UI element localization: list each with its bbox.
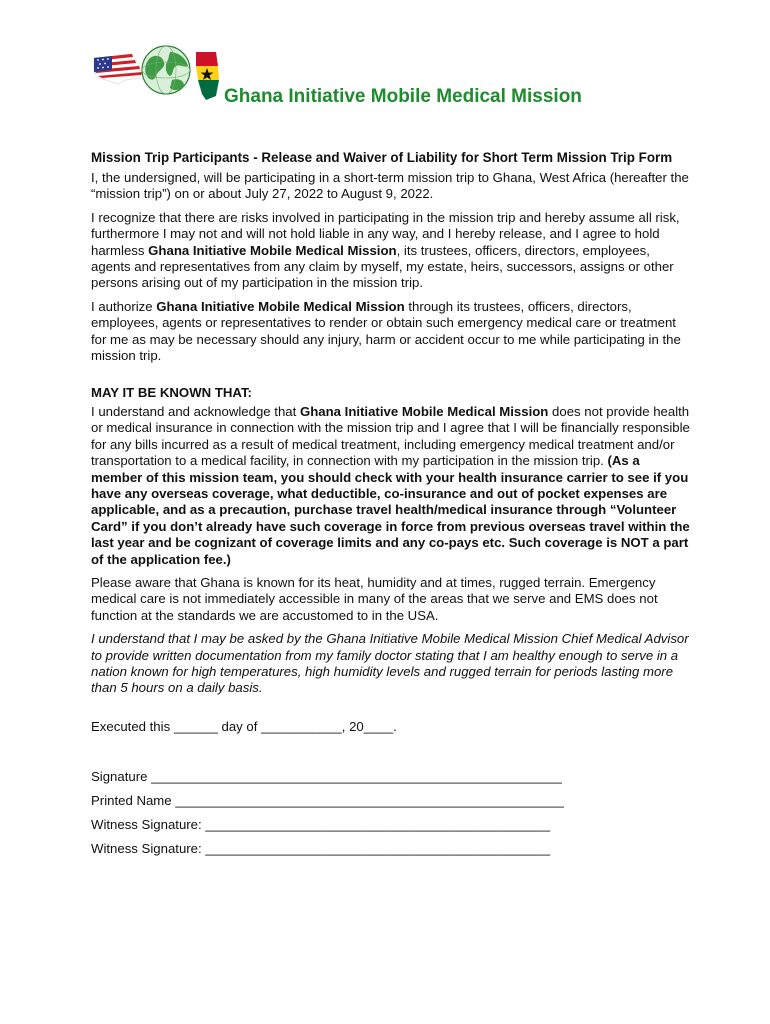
witness-signature-line-2[interactable]: Witness Signature: _______________________________________________	[91, 841, 551, 857]
risk-release-text-b: , its trustees, officers, directors, employees, agents and representatives from any claim by myself, my estate, heirs, successors, assigns or other persons arising out of my participation in the mission trip.	[91, 242, 674, 291]
insurance-org-name: Ghana Initiative Mobile Medical Mission	[299, 403, 549, 419]
witness-signature-line-1[interactable]: Witness Signature: _______________________________________________	[91, 817, 551, 833]
insurance-notice: (As a member of this mission team, you should check with your health insurance carrier to see if you have any overseas coverage, what deductible, co-insurance and out of pocket expenses are applicable, and as a precaution, purchase travel health/medical insurance through “Volunteer Card” if you don’t already have such coverage in force from previous overseas travel within the last year and be cognizant of coverage limits and any co-pays etc. Such coverage is NOT a part of the application fee.)	[91, 453, 690, 567]
section-heading: MAY IT BE KNOWN THAT:	[91, 385, 252, 401]
printed-name-line[interactable]: Printed Name _____________________________________________________	[91, 793, 565, 809]
insurance-text-a: I understand and acknowledge that	[91, 403, 300, 419]
risk-release-paragraph	[91, 210, 693, 292]
globe-icon	[142, 46, 190, 94]
trip-statement-paragraph: I, the undersigned, will be participating in a short-term mission trip to Ghana, West Africa (hereafter the “mission trip”) on or about July 27, 2022 to August 9, 2022.	[91, 170, 689, 202]
organization-title: Ghana Initiative Mobile Medical Mission	[224, 86, 582, 107]
risk-release-org-name: Ghana Initiative Mobile Medical Mission	[148, 242, 397, 258]
form-content	[91, 148, 693, 861]
authorization-text-b: through its trustees, officers, directors, employees, agents or representatives to render or obtain such emergency medical care or treatment for me as may be necessary should any injury, harm or accident occur to me while participating in the mission trip.	[91, 298, 681, 364]
executed-date-line[interactable]: Executed this ______ day of ___________, 20____.	[91, 718, 397, 734]
authorization-org-name: Ghana Initiative Mobile Medical Mission	[156, 298, 405, 314]
insurance-text-b: does not provide health or medical insurance in connection with the mission trip and I agree that I will be financially responsible for any bills incurred as a result of medical treatment, including emergency medical treatment and/or transportation to a medical facility, in connection with my participation in the mission trip.	[91, 403, 690, 469]
ghana-flag-icon	[196, 52, 219, 100]
risk-release-text-a: I recognize that there are risks involved in participating in the mission trip and hereby assume all risk, furthermore I may not and will not hold liable in any way, and I hereby release, and I agree to hold harmless	[91, 209, 680, 258]
climate-warning-paragraph: Please aware that Ghana is known for its heat, humidity and at times, rugged terrain. Emergency medical care is not immediately accessible in many of the areas that we serve and EMS does not function at the standards we are accustomed to in the USA.	[91, 574, 658, 623]
organization-logo	[92, 44, 222, 108]
authorization-text-a: I authorize	[91, 298, 157, 314]
form-title: Mission Trip Participants - Release and Waiver of Liability for Short Term Mission Trip Form	[91, 150, 673, 165]
signature-line[interactable]: Signature ________________________________________________________	[91, 769, 562, 785]
insurance-paragraph	[91, 404, 693, 568]
medical-authorization-paragraph	[91, 299, 693, 365]
health-documentation-paragraph: I understand that I may be asked by the Ghana Initiative Mobile Medical Mission Chief Medical Advisor to provide written documentation from my family doctor stating that I am healthy enough to serve in a nation known for high temperatures, high humidity levels and rugged terrain for periods lasting more than 5 hours on a daily basis.	[91, 631, 689, 696]
signature-block	[91, 719, 693, 861]
us-flag-icon	[94, 54, 142, 84]
